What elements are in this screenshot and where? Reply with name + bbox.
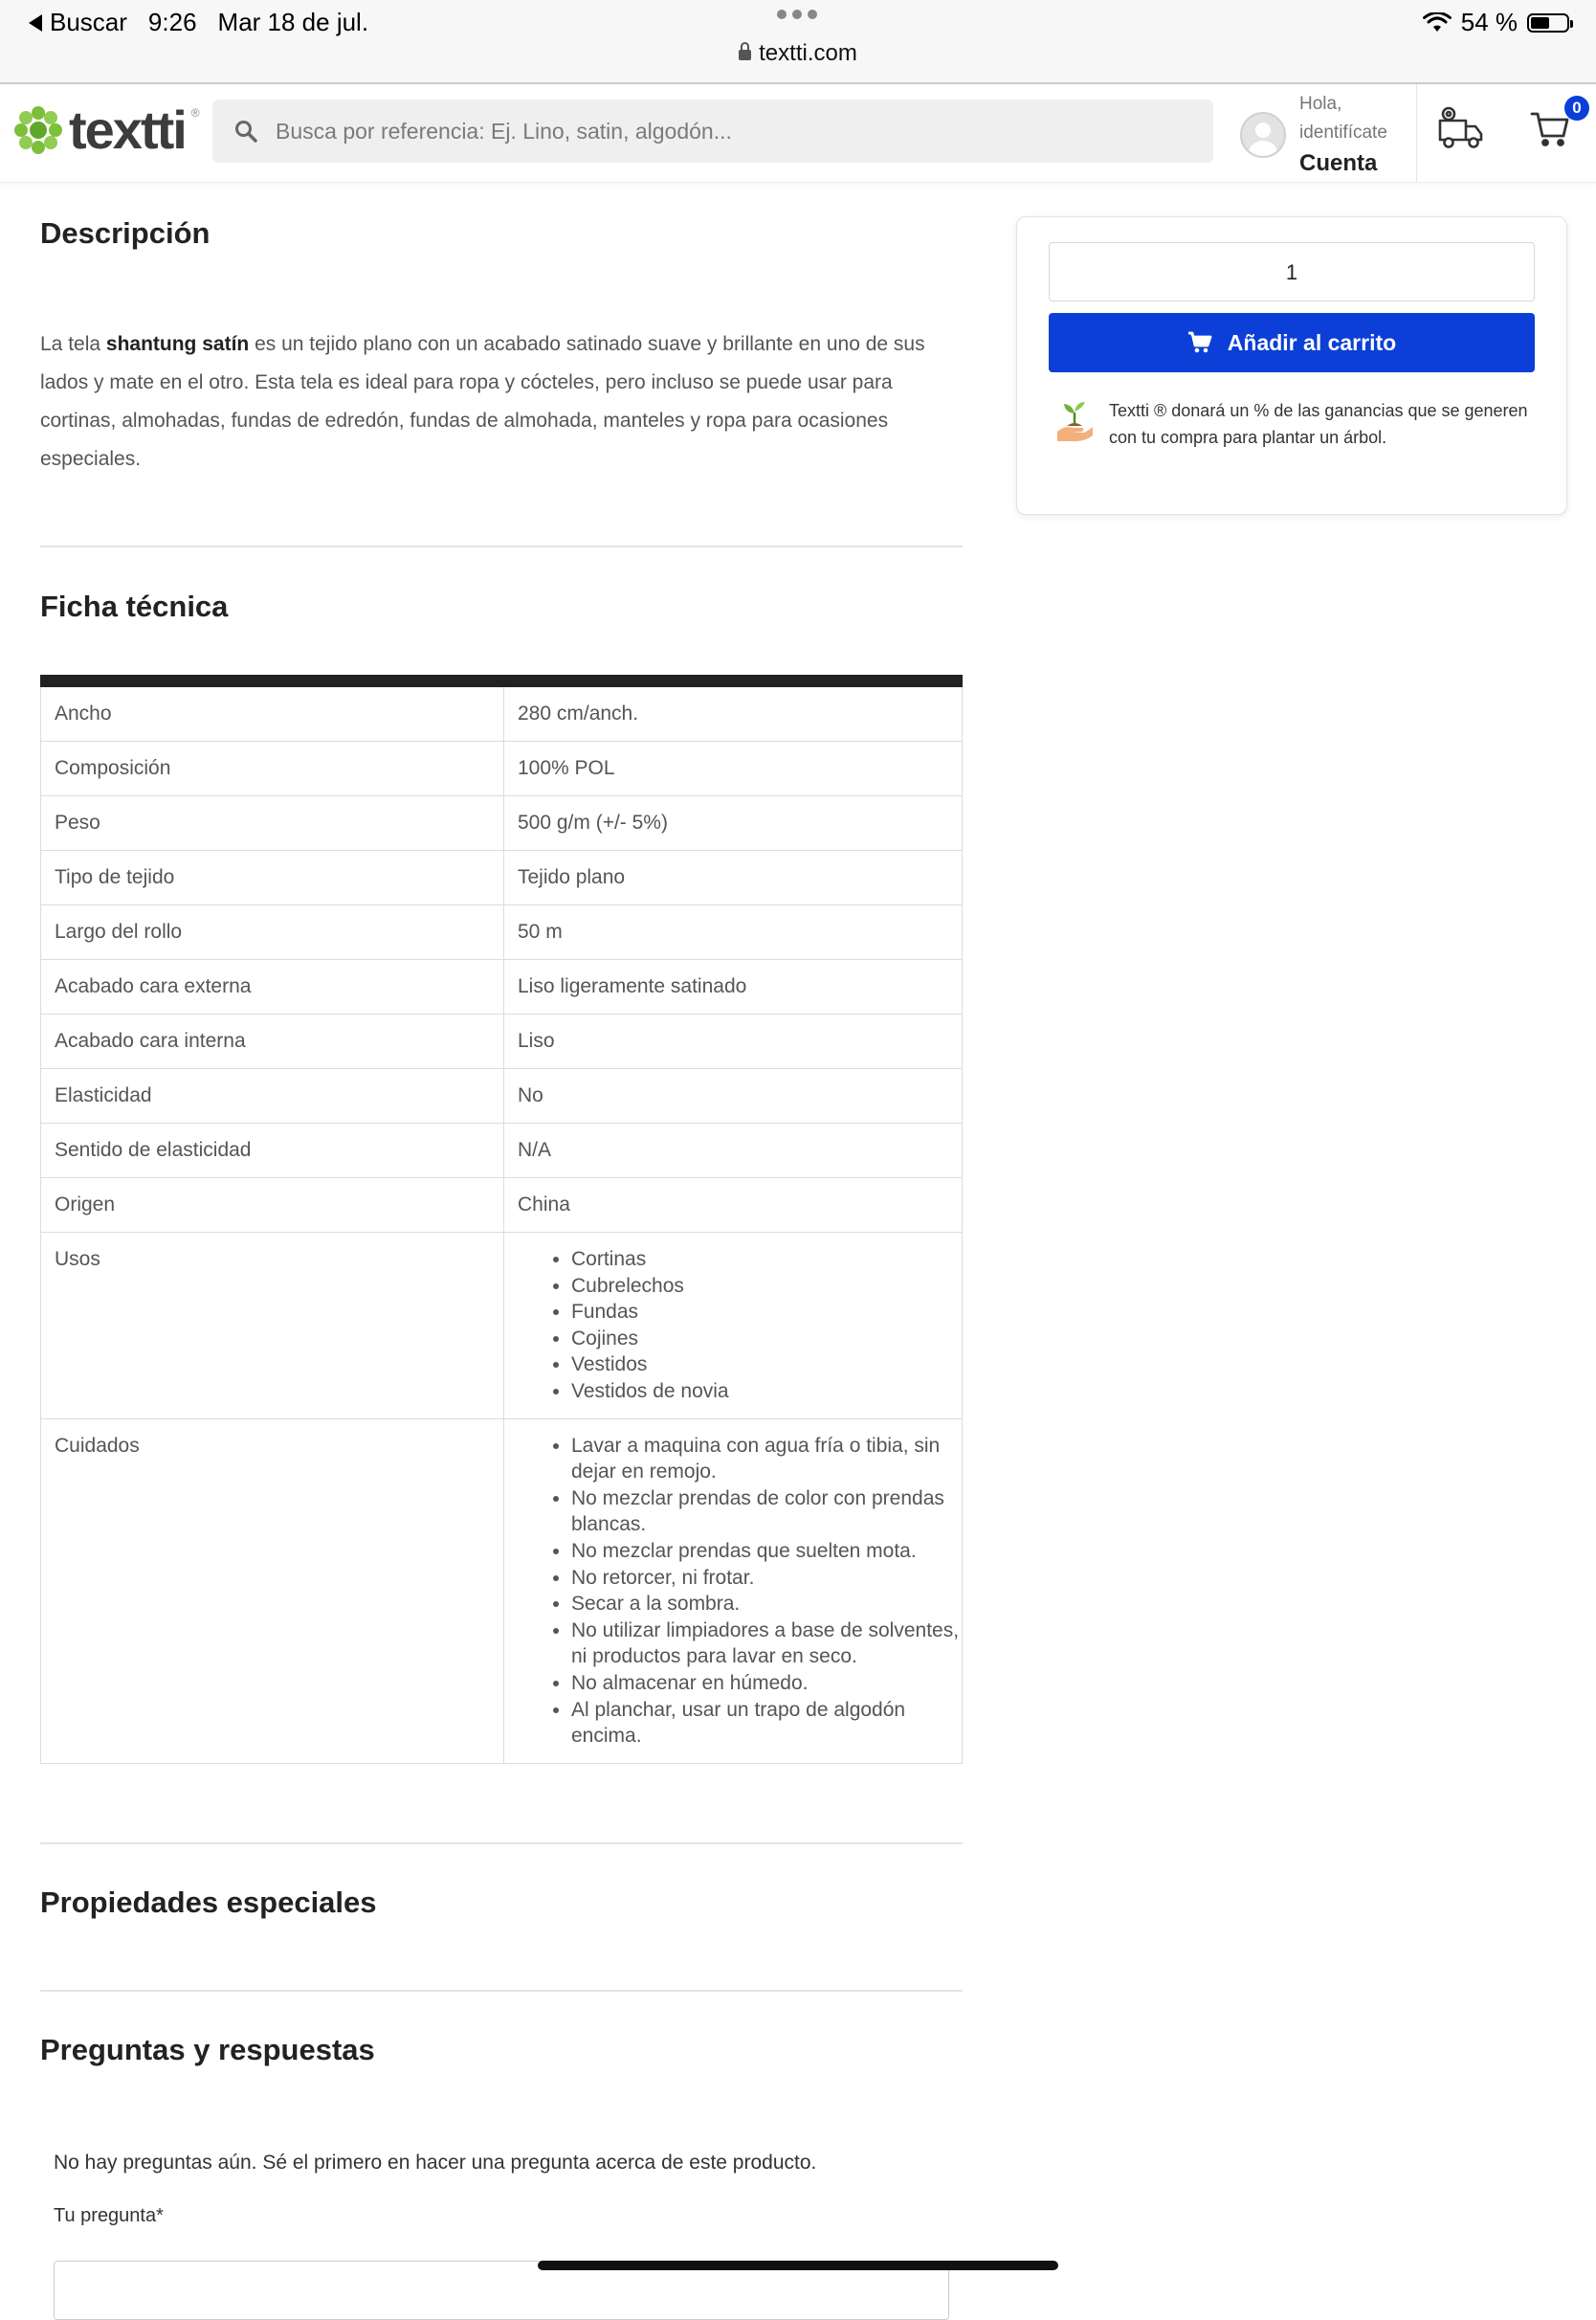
clock: 9:26 <box>147 8 197 36</box>
spec-key: Peso <box>41 796 504 851</box>
special-properties-heading: Propiedades especiales <box>40 1885 377 1919</box>
list-item: • Cojines <box>571 1326 960 1352</box>
spec-row <box>41 960 963 1015</box>
description-heading: Descripción <box>40 216 211 250</box>
spec-row <box>41 681 963 742</box>
spec-value: Tejido plano <box>504 851 963 905</box>
spec-value: Liso ligeramente satinado <box>504 960 963 1015</box>
spec-key: Ancho <box>41 681 504 742</box>
account-text <box>1299 90 1387 180</box>
wifi-icon <box>1423 12 1452 33</box>
question-label: Tu pregunta* <box>54 2205 164 2226</box>
delivery-truck-icon[interactable] <box>1437 105 1485 151</box>
spec-row <box>41 1124 963 1178</box>
list-item: • Vestidos de novia <box>571 1378 960 1405</box>
spec-key: Tipo de tejido <box>41 851 504 905</box>
battery-percent: 54 % <box>1460 8 1518 36</box>
logo-flower-icon <box>13 105 63 155</box>
spec-row <box>41 905 963 960</box>
spec-row <box>41 851 963 905</box>
spec-value: China <box>504 1178 963 1233</box>
qa-empty-text: No hay preguntas aún. Sé el primero en hacer una pregunta acerca de este producto. <box>54 2152 817 2174</box>
add-to-cart-label: Añadir al carrito <box>1227 329 1397 355</box>
spec-key: Sentido de elasticidad <box>41 1124 504 1178</box>
spec-key: Acabado cara interna <box>41 1015 504 1069</box>
list-item: • Al planchar, usar un trapo de algodón encima. <box>571 1697 960 1750</box>
spec-list-value <box>504 1233 963 1419</box>
battery-icon <box>1527 13 1569 33</box>
search-input[interactable] <box>274 118 1196 145</box>
multitasking-dots-icon[interactable] <box>777 10 817 19</box>
list-item: • Cubrelechos <box>571 1273 960 1300</box>
spec-row <box>41 796 963 851</box>
spec-value: No <box>504 1069 963 1124</box>
search-icon <box>233 119 258 144</box>
account-greeting: Hola, <box>1299 94 1342 114</box>
account-link[interactable] <box>1240 90 1387 180</box>
tree-donation-text: Textti ® donará un % de las ganancias que se generen con tu compra para plantar un árbol. <box>1109 401 1528 447</box>
spec-value: 100% POL <box>504 742 963 796</box>
list-item: • No retorcer, ni frotar. <box>571 1565 960 1592</box>
qa-heading: Preguntas y respuestas <box>40 2033 375 2066</box>
description-text <box>40 325 959 479</box>
spec-value: 500 g/m (+/- 5%) <box>504 796 963 851</box>
list-item: • No mezclar prendas que suelten mota. <box>571 1538 960 1565</box>
home-indicator[interactable] <box>538 2261 1058 2270</box>
back-to-app-button[interactable] <box>29 8 127 37</box>
section-divider <box>40 1842 963 1844</box>
quantity-input[interactable]: 1 <box>1049 242 1535 301</box>
spec-key: Origen <box>41 1178 504 1233</box>
spec-row <box>41 742 963 796</box>
spec-key: Usos <box>41 1233 504 1419</box>
spec-key: Acabado cara externa <box>41 960 504 1015</box>
browser-status-bar <box>0 0 1596 84</box>
list-item: • No utilizar limpiadores a base de solventes, ni productos para lavar en seco. <box>571 1617 960 1670</box>
logo-wordmark: textti <box>69 100 186 160</box>
section-divider <box>40 546 963 547</box>
list-item: • Lavar a maquina con agua fría o tibia, sin dejar en remojo. <box>571 1433 960 1485</box>
cuidados-list <box>518 1433 960 1750</box>
lock-icon <box>739 50 751 60</box>
back-label: Buscar <box>50 8 127 36</box>
spec-key: Elasticidad <box>41 1069 504 1124</box>
usos-list <box>518 1246 960 1405</box>
spec-value: 280 cm/anch. <box>504 681 963 742</box>
address-bar[interactable] <box>0 40 1596 67</box>
account-label: Cuenta <box>1299 150 1378 176</box>
back-arrow-icon <box>29 14 42 32</box>
description-text-before: La tela <box>40 333 106 355</box>
add-to-cart-button[interactable] <box>1049 313 1535 372</box>
spec-list-value <box>504 1418 963 1763</box>
spec-value: N/A <box>504 1124 963 1178</box>
list-item: • No mezclar prendas de color con prendas blancas. <box>571 1485 960 1538</box>
section-divider <box>40 1990 963 1992</box>
spec-row <box>41 1015 963 1069</box>
spec-key: Composición <box>41 742 504 796</box>
spec-key: Cuidados <box>41 1418 504 1763</box>
account-prompt: identifícate <box>1299 123 1387 143</box>
spec-row <box>41 1069 963 1124</box>
url-text: textti.com <box>759 40 857 66</box>
search-bar[interactable] <box>212 100 1213 163</box>
spec-row <box>41 1233 963 1419</box>
spec-value: 50 m <box>504 905 963 960</box>
purchase-card <box>1016 216 1567 515</box>
description-text-after: es un tejido plano con un acabado satinado suave y brillante en uno de sus lados y mate en el otro. Esta tela es ideal para ropa y cócteles, pero incluso se puede usar para cortinas, almohadas, fundas de edredón, fundas de almohada, manteles y ropa para ocasiones especiales. <box>40 333 925 470</box>
description-text-bold: shantung satín <box>105 333 250 355</box>
spec-row <box>41 1178 963 1233</box>
list-item: • No almacenar en húmedo. <box>571 1670 960 1697</box>
logo-registered-mark: ® <box>190 106 200 120</box>
list-item: • Vestidos <box>571 1351 960 1378</box>
tree-donation-note <box>1055 397 1534 451</box>
list-item: • Cortinas <box>571 1246 960 1273</box>
textti-logo[interactable] <box>13 100 200 160</box>
header-divider <box>1416 84 1417 182</box>
site-header <box>0 84 1596 183</box>
plant-in-hand-icon <box>1055 399 1094 443</box>
spec-row <box>41 1418 963 1763</box>
spec-value: Liso <box>504 1015 963 1069</box>
status-left <box>29 8 368 37</box>
cart-icon <box>1187 331 1212 354</box>
spec-key: Largo del rollo <box>41 905 504 960</box>
status-right <box>1423 8 1569 37</box>
cart-count-badge[interactable]: 0 <box>1564 96 1589 121</box>
spec-heading: Ficha técnica <box>40 590 229 623</box>
list-item: • Secar a la sombra. <box>571 1591 960 1617</box>
list-item: • Fundas <box>571 1299 960 1326</box>
user-avatar-icon <box>1240 112 1286 158</box>
date: Mar 18 de jul. <box>217 8 369 36</box>
spec-table <box>40 675 963 1764</box>
